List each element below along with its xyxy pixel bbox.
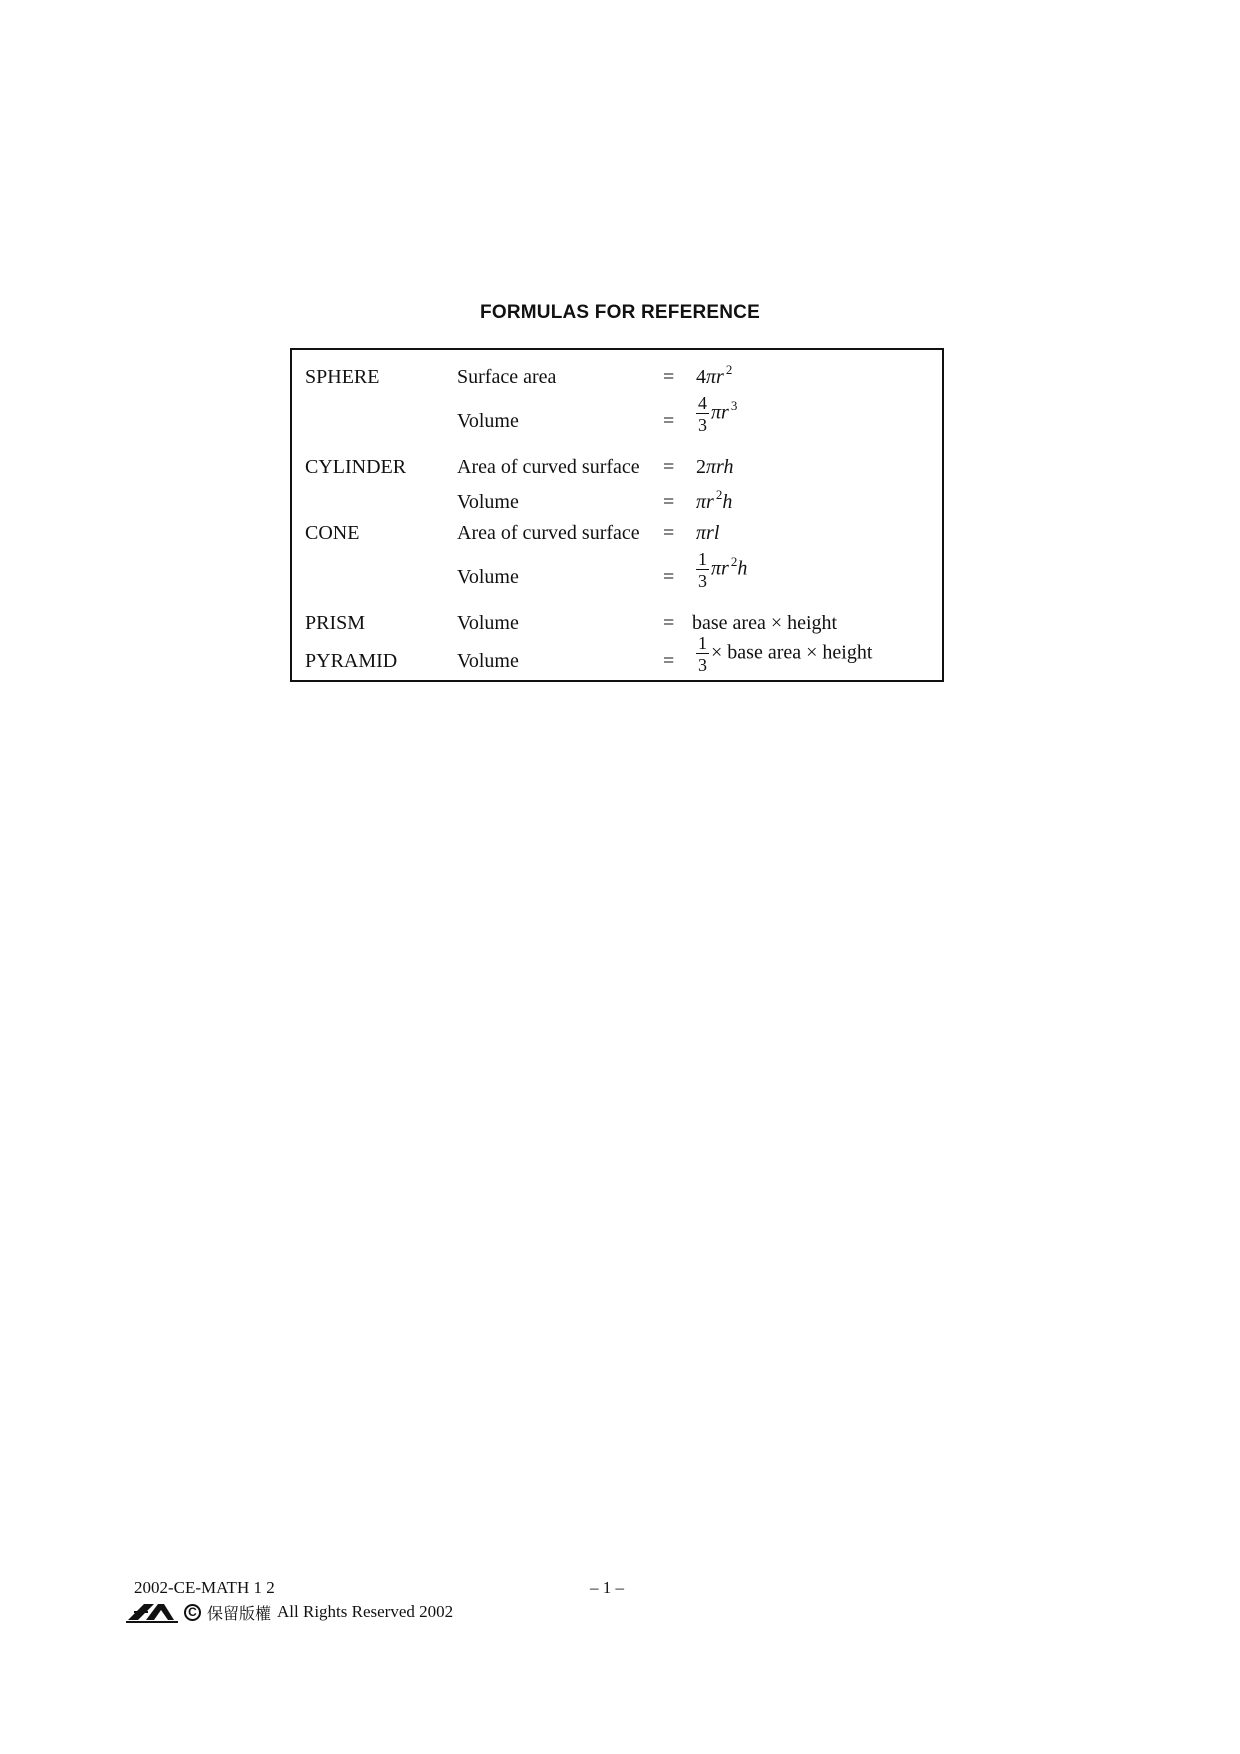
formula-expression: $\frac{1}{3}$ πr $^2$h (698, 549, 748, 591)
equals-sign: = (663, 650, 675, 672)
measure-label: Surface area (457, 366, 557, 388)
equals-sign: = (663, 522, 675, 544)
formula-expression: 2πrh (696, 456, 734, 478)
shape-label: PYRAMID (305, 650, 398, 672)
shape-label: SPHERE (305, 366, 380, 388)
equals-sign: = (663, 366, 675, 388)
equals-sign: = (663, 566, 675, 588)
page-title: FORMULAS FOR REFERENCE (480, 302, 760, 323)
formula-expression: $\frac{1}{3}$ × base area × height (698, 633, 873, 675)
rights-reserved-english: All Rights Reserved 2002 (277, 1602, 454, 1621)
copyright-line (124, 1599, 453, 1625)
fraction: $\frac{4}{3}$ (698, 393, 707, 435)
copyright-icon: C (184, 1604, 201, 1621)
equals-sign: = (663, 410, 675, 432)
formula-expression: πr $^2$h (696, 487, 733, 513)
measure-label: Volume (457, 491, 519, 513)
measure-label: Area of curved surface (457, 522, 640, 544)
shape-label: CYLINDER (305, 456, 407, 478)
measure-label: Volume (457, 566, 519, 588)
measure-label: Volume (457, 650, 519, 672)
rights-reserved-chinese: 保留版權 (207, 1603, 272, 1623)
fraction: $\frac{1}{3}$ (698, 633, 707, 675)
page-number: – 1 – (590, 1578, 624, 1597)
formula-expression: $\frac{4}{3}$ πr $^3$ (698, 393, 738, 435)
equals-sign: = (663, 612, 675, 634)
shape-label: PRISM (305, 612, 366, 634)
fraction: $\frac{1}{3}$ (698, 549, 707, 591)
equals-sign: = (663, 491, 675, 513)
measure-label: Volume (457, 612, 519, 634)
formula-expression: 4πr $^2$ (696, 362, 733, 388)
formula-expression: πrl (696, 522, 720, 544)
equals-sign: = (663, 456, 675, 478)
formula-table (290, 348, 944, 682)
hkeaa-logo-icon (124, 1600, 180, 1624)
formula-expression: base area × height (692, 612, 838, 634)
paper-code: 2002-CE-MATH 1 2 (134, 1578, 275, 1597)
shape-label: CONE (305, 522, 360, 544)
measure-label: Area of curved surface (457, 456, 640, 478)
measure-label: Volume (457, 410, 519, 432)
